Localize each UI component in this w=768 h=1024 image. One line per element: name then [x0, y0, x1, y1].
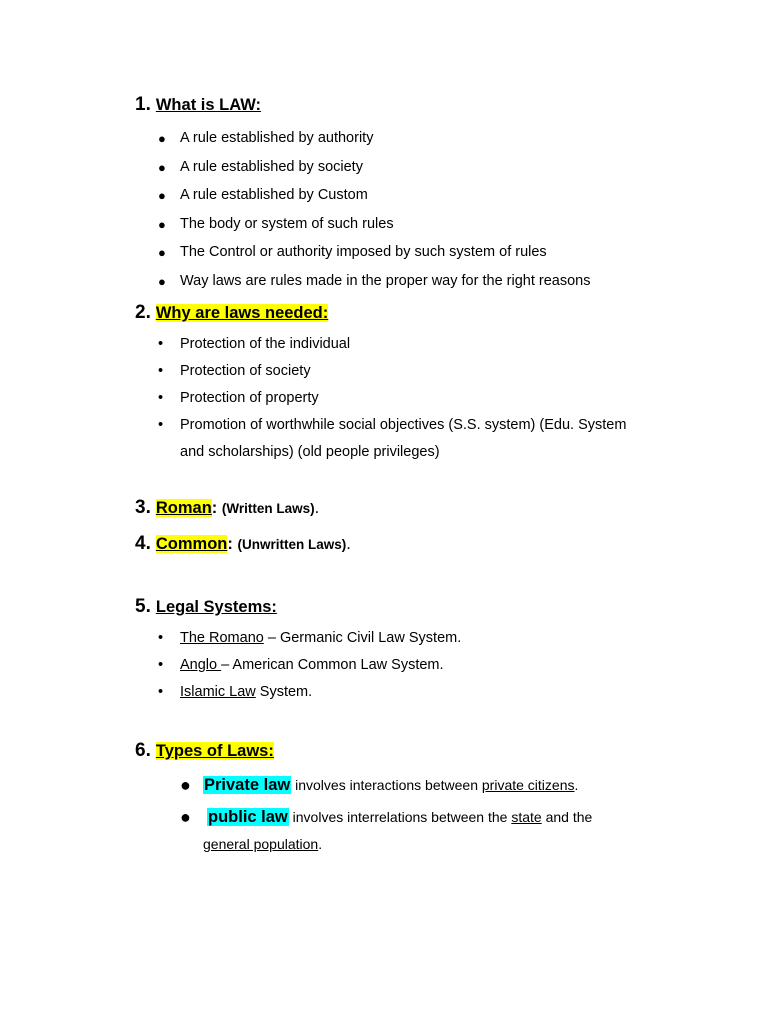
list-item — [158, 154, 363, 181]
bullet-icon: ● — [180, 775, 191, 795]
section-number: 5. — [135, 596, 151, 617]
bullet-icon: • — [158, 363, 164, 379]
bullet-icon: • — [158, 336, 164, 352]
list-item-text: involves interactions between — [291, 777, 482, 793]
section-colon: : — [211, 499, 218, 517]
section-number: 2. — [135, 302, 151, 323]
heading-legal-systems — [135, 596, 277, 618]
list-item-text: – Germanic Civil Law System. — [263, 630, 462, 646]
bullet-icon: ● — [158, 217, 166, 232]
list-item — [158, 652, 444, 679]
list-item — [158, 331, 350, 358]
section-subtitle: (Written Laws) — [221, 501, 315, 516]
bullet-icon: ● — [158, 131, 166, 146]
bullet-icon: ● — [158, 188, 166, 203]
list-item-continuation — [158, 439, 440, 466]
list-item-text: Promotion of worthwhile social objectives (S.S. system) (Edu. System — [180, 417, 627, 433]
section-subtitle: (Unwritten Laws) — [237, 537, 347, 552]
list-item-text: The Control or authority imposed by such system of rules — [180, 244, 547, 260]
bullet-icon: • — [158, 390, 164, 406]
list-item-text: involves interrelations between the — [288, 809, 512, 825]
bullet-icon: • — [158, 630, 164, 646]
list-item-text: A rule established by society — [180, 159, 363, 175]
list-item — [158, 211, 394, 238]
term-private-law: Private law — [204, 776, 291, 794]
list-item-text: Protection of the individual — [180, 336, 351, 352]
section-number: 3. — [135, 497, 151, 518]
section-number: 6. — [135, 740, 151, 761]
list-item-end: . — [318, 836, 323, 852]
section-title: Why are laws needed: — [155, 304, 329, 322]
bullet-icon: ● — [158, 245, 166, 260]
legal-system-link[interactable]: Anglo — [180, 657, 222, 673]
list-item — [158, 125, 373, 152]
list-item-text: System. — [255, 684, 313, 700]
term-public-law: public law — [208, 808, 288, 826]
section-title: What is LAW: — [155, 96, 261, 114]
list-item-text: and scholarships) (old people privileges) — [180, 444, 440, 460]
section-title: Common — [155, 535, 228, 553]
list-item-public-law-continuation — [180, 830, 322, 858]
general-population-link[interactable]: general population — [203, 836, 319, 852]
bullet-icon: • — [158, 657, 164, 673]
bullet-icon: • — [158, 684, 164, 700]
section-end: . — [346, 535, 351, 553]
list-item-text: – American Common Law System. — [221, 657, 444, 673]
legal-system-link[interactable]: Islamic Law — [180, 684, 256, 700]
section-end: . — [314, 499, 320, 517]
state-link[interactable]: state — [511, 809, 542, 825]
list-item — [158, 239, 547, 266]
list-item — [158, 385, 319, 412]
list-item-text: and the — [541, 809, 593, 825]
bullet-icon: ● — [180, 807, 191, 827]
list-item-private-law — [180, 771, 578, 799]
heading-why-laws-needed — [135, 302, 328, 324]
bullet-icon: ● — [158, 274, 166, 289]
list-item — [158, 679, 312, 706]
heading-roman — [135, 497, 319, 519]
list-item-text: A rule established by authority — [180, 130, 374, 146]
list-item-public-law — [180, 803, 592, 831]
heading-common — [135, 533, 351, 555]
bullet-icon: • — [158, 417, 164, 433]
list-item-text: Way laws are rules made in the proper way for the right reasons — [180, 273, 591, 289]
list-item — [158, 412, 626, 439]
section-colon: : — [227, 535, 233, 553]
list-item-text: Protection of property — [180, 390, 319, 406]
list-item — [158, 358, 311, 385]
list-item-text: Protection of society — [180, 363, 311, 379]
heading-types-of-laws — [135, 740, 274, 762]
legal-system-link[interactable]: The Romano — [180, 630, 264, 646]
list-item — [158, 268, 590, 295]
section-number: 4. — [135, 533, 151, 554]
heading-what-is-law — [135, 94, 261, 116]
section-title: Types of Laws: — [155, 742, 274, 760]
list-item-end: . — [574, 777, 579, 793]
list-item-text: A rule established by Custom — [180, 187, 368, 203]
section-title: Legal Systems: — [155, 598, 277, 616]
section-title: Roman — [155, 499, 212, 517]
list-item — [158, 625, 461, 652]
list-item-text: The body or system of such rules — [180, 216, 394, 232]
private-citizens-link[interactable]: private citizens — [481, 777, 575, 793]
bullet-icon: ● — [158, 160, 166, 175]
section-number: 1. — [135, 94, 151, 115]
list-item — [158, 182, 368, 209]
